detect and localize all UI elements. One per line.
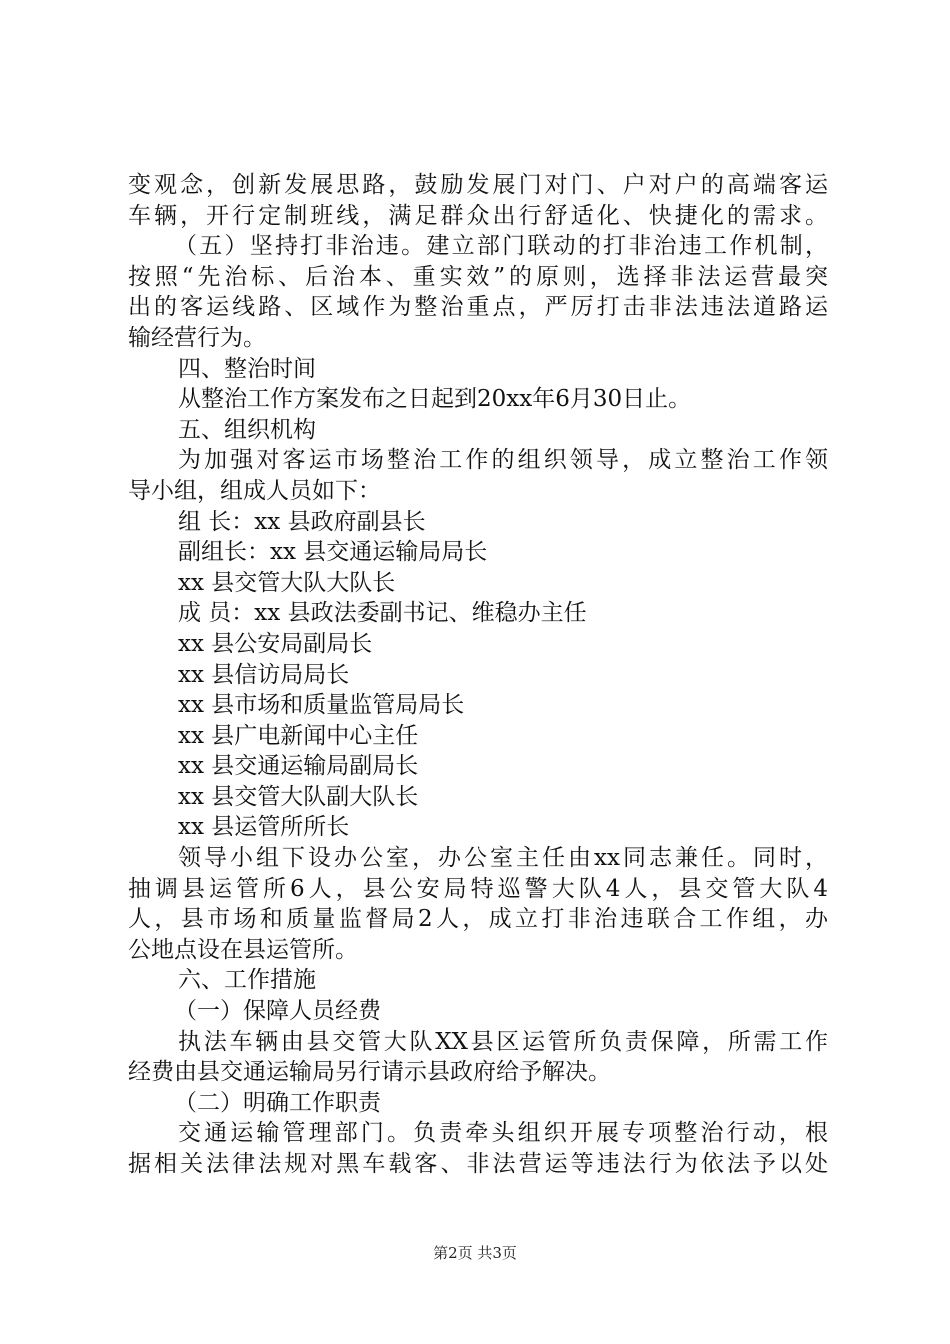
- body-line: 公地点设在县运管所。: [128, 936, 358, 963]
- section-heading: 五、组织机构: [178, 416, 316, 443]
- body-line: 抽调县运管所6人，县公安局特巡警大队4人，县交管大队4: [128, 875, 828, 902]
- subsection-heading: （一）保障人员经费: [174, 998, 381, 1025]
- member-line: xx 县信访局局长: [178, 661, 350, 688]
- member-line: xx 县交管大队大队长: [178, 569, 396, 596]
- member-line: xx 县广电新闻中心主任: [178, 722, 419, 749]
- member-line: xx 县交通运输局副局长: [178, 753, 419, 780]
- body-line: 出的客运线路、区域作为整治重点，严厉打击非法违法道路运: [128, 294, 828, 321]
- member-line: 成 员：xx 县政法委副书记、维稳办主任: [178, 600, 587, 627]
- member-line: 副组长：xx 县交通运输局局长: [178, 539, 488, 566]
- body-line: 变观念，创新发展思路，鼓励发展门对门、户对户的高端客运: [128, 172, 828, 198]
- section-heading: 四、整治时间: [178, 355, 316, 382]
- body-line: 导小组，组成人员如下：: [128, 477, 381, 504]
- member-line: xx 县运管所所长: [178, 814, 350, 841]
- body-line: 据相关法律法规对黑车载客、非法营运等违法行为依法予以处: [128, 1151, 828, 1177]
- body-line: 人，县市场和质量监督局2人，成立打非治违联合工作组，办: [128, 906, 828, 933]
- member-line: xx 县公安局副局长: [178, 630, 373, 657]
- body-line: 交通运输管理部门。负责牵头组织开展专项整治行动，根: [178, 1120, 828, 1147]
- body-line: 输经营行为。: [128, 324, 266, 351]
- member-line: 组 长：xx 县政府副县长: [178, 508, 426, 535]
- body-line: 按照“先治标、后治本、重实效”的原则，选择非法运营最突: [128, 263, 828, 290]
- document-body: [128, 170, 828, 1180]
- body-line: 领导小组下设办公室，办公室主任由xx同志兼任。同时，: [178, 845, 828, 872]
- member-line: xx 县交管大队副大队长: [178, 783, 419, 810]
- body-line: （五）坚持打非治违。建立部门联动的打非治违工作机制，: [174, 233, 828, 260]
- body-line: 经费由县交通运输局另行请示县政府给予解决。: [128, 1059, 611, 1086]
- body-line: 从整治工作方案发布之日起到20xx年6月30日止。: [178, 386, 692, 413]
- section-heading: 六、工作措施: [178, 967, 316, 994]
- body-line: 执法车辆由县交管大队XX县区运管所负责保障，所需工作: [178, 1028, 828, 1055]
- member-line: xx 县市场和质量监管局局长: [178, 692, 465, 719]
- body-line: 车辆，开行定制班线，满足群众出行舒适化、快捷化的需求。: [128, 202, 828, 229]
- subsection-heading: （二）明确工作职责: [174, 1089, 381, 1116]
- page-number-footer: 第2页 共3页: [433, 1244, 517, 1262]
- body-line: 为加强对客运市场整治工作的组织领导，成立整治工作领: [178, 447, 828, 474]
